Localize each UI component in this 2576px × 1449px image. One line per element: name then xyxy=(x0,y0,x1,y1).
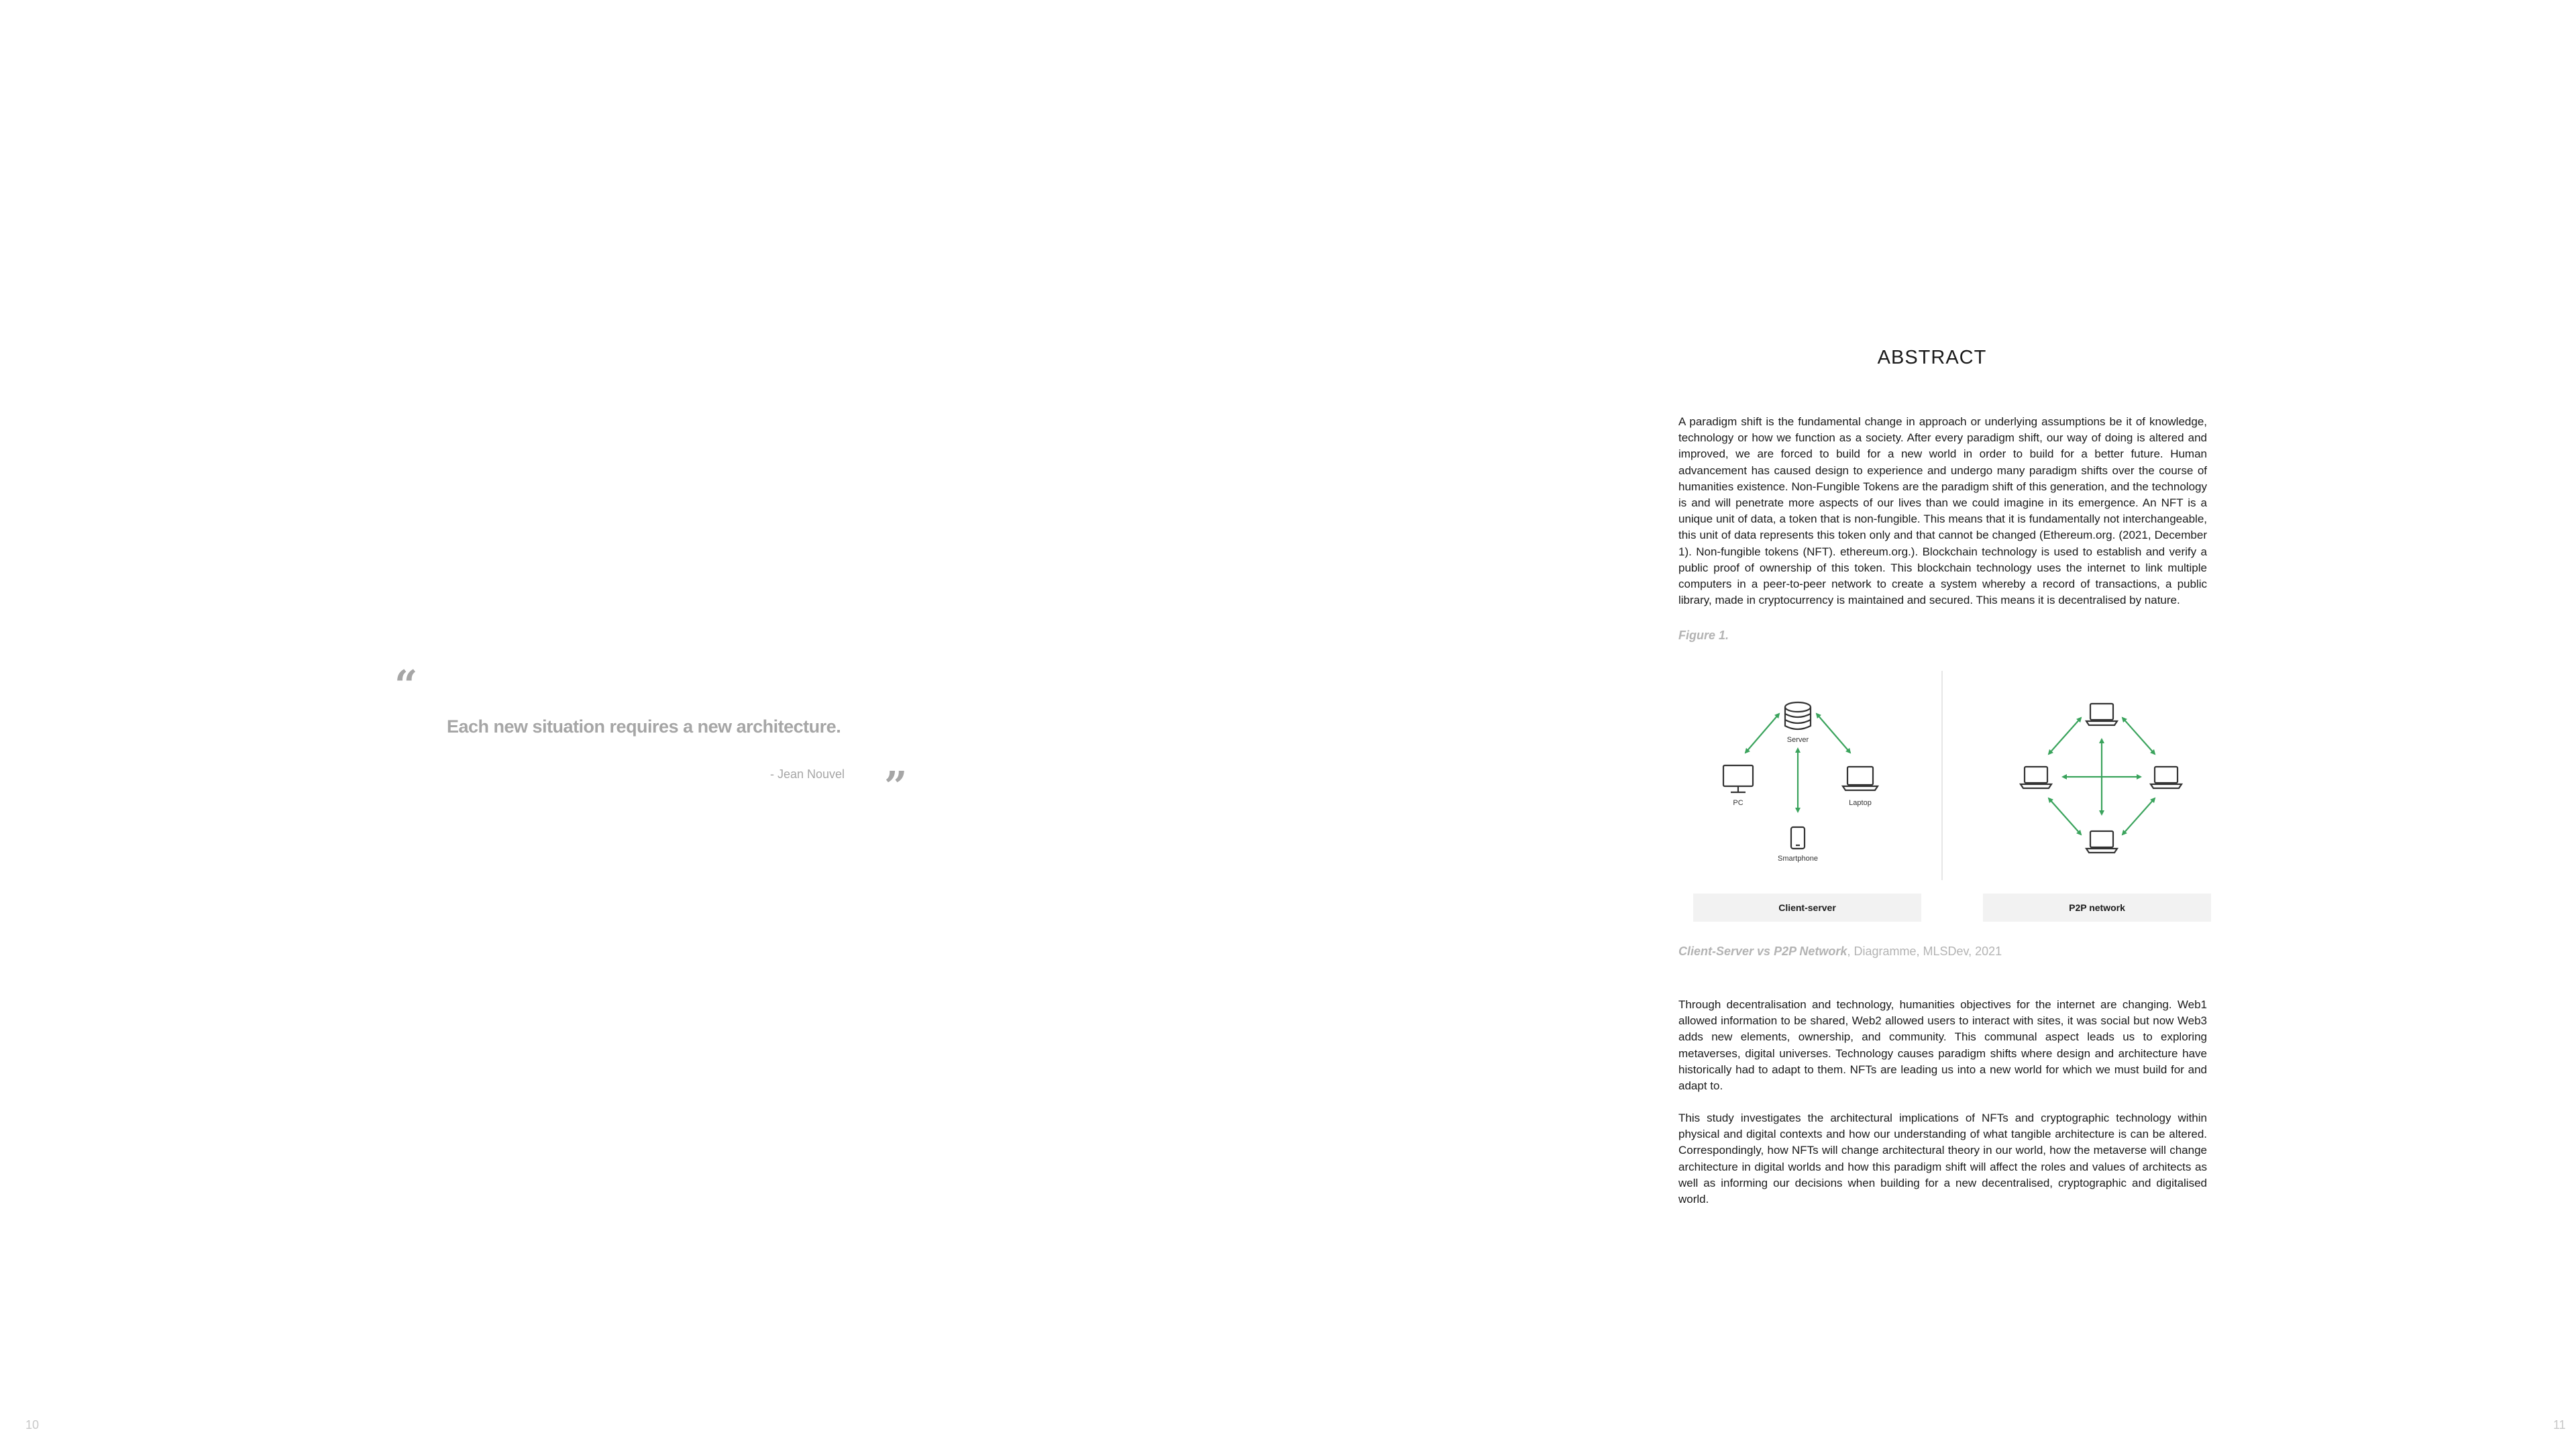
laptop-icon xyxy=(1843,767,1878,790)
abstract-paragraph-3: This study investigates the architectural implications of NFTs and cryptographic technology within physical and digital contexts and how our understanding of what tangible architecture is can be altered. Correspondingly, how NFTs will change architectural theory in our world, how the metaverse will change architecture in digital worlds and how this paradigm shift will affect the roles and values of architects as well as informing our decisions when building for a new decentralised, cryptographic and digitalised world. xyxy=(1678,1112,2207,1206)
page-number-right: 11 xyxy=(2553,1418,2566,1432)
laptop-icon xyxy=(2021,767,2051,788)
arrow-p2p-bottom-right xyxy=(2123,798,2155,835)
arrow-p2p-top-left xyxy=(2049,718,2081,754)
laptop-label: Laptop xyxy=(1849,799,1872,807)
arrow-server-laptop xyxy=(1817,714,1850,753)
laptop-icon xyxy=(2151,767,2182,788)
page-number-left: 10 xyxy=(25,1418,40,1432)
p2p-label: P2P network xyxy=(2069,902,2125,913)
figure-label: Figure 1. xyxy=(1678,629,1729,642)
abstract-paragraph-1: A paradigm shift is the fundamental change in approach or underlying assumptions be it of knowledge, technology or how we function as a society. After every paradigm shift, our way of doing is altered and improved, we are forced to build for a new world in order to build for a better future. Human advancement has caused design to experience and undergo many paradigm shifts over the course of humanities existence. Non-Fungible Tokens are the paradigm shift of this generation, and the technology is and will penetrate more aspects of our lives than we could imagine in its emergence. An NFT is a unique unit of data, a token that is non-fungible. This means that it is fundamentally not interchangeable, this unit of data represents this token only and that cannot be changed (Ethereum.org. (2021, December 1). Non-fungible tokens (NFT). ethereum.org.). Blockchain technology is used to establish and verify a public proof of ownership of this token. This blockchain technology uses the internet to link multiple computers in a peer-to-peer network to create a system whereby a record of transactions, a public library, made in cryptocurrency is maintained and secured. This means it is decentralised by nature. xyxy=(1678,415,2207,607)
network-diagram xyxy=(1670,671,2214,932)
server-icon xyxy=(1785,702,1811,729)
figure-caption xyxy=(1678,945,2002,959)
abstract-paragraph-2: Through decentralisation and technology, humanities objectives for the internet are changing. Web1 allowed information to be shared, Web2 allowed users to interact with sites, it was social but now Web3 adds new elements, ownership, and community. This communal aspect leads us to exploring metaverses, digital universes. Technology causes paradigm shifts where design and architecture have historically had to adapt to them. NFTs are leading us into a new world for which we must build for and adapt to. xyxy=(1678,998,2207,1093)
smartphone-icon xyxy=(1791,827,1805,849)
client-server-label: Client-server xyxy=(1778,902,1836,913)
arrow-p2p-top-right xyxy=(2123,718,2155,754)
smartphone-label: Smartphone xyxy=(1778,855,1818,863)
figure-caption-source: , Diagramme, MLSDev, 2021 xyxy=(1847,945,2002,958)
laptop-icon xyxy=(2086,704,2117,725)
abstract-title: ABSTRACT xyxy=(1877,347,1987,368)
arrow-server-pc xyxy=(1746,714,1779,753)
quote-close-mark: ” xyxy=(884,763,908,810)
quote-open-mark: “ xyxy=(394,662,418,709)
arrow-p2p-bottom-left xyxy=(2049,798,2081,835)
client-server-diagram xyxy=(1723,702,1878,849)
quote-text: Each new situation requires a new architecture. xyxy=(447,716,841,737)
pc-label: PC xyxy=(1733,799,1743,807)
quote-author: - Jean Nouvel xyxy=(770,767,845,781)
laptop-icon xyxy=(2086,831,2117,853)
server-label: Server xyxy=(1786,736,1809,744)
figure-caption-title: Client-Server vs P2P Network xyxy=(1678,945,1847,958)
pc-icon xyxy=(1723,765,1753,792)
